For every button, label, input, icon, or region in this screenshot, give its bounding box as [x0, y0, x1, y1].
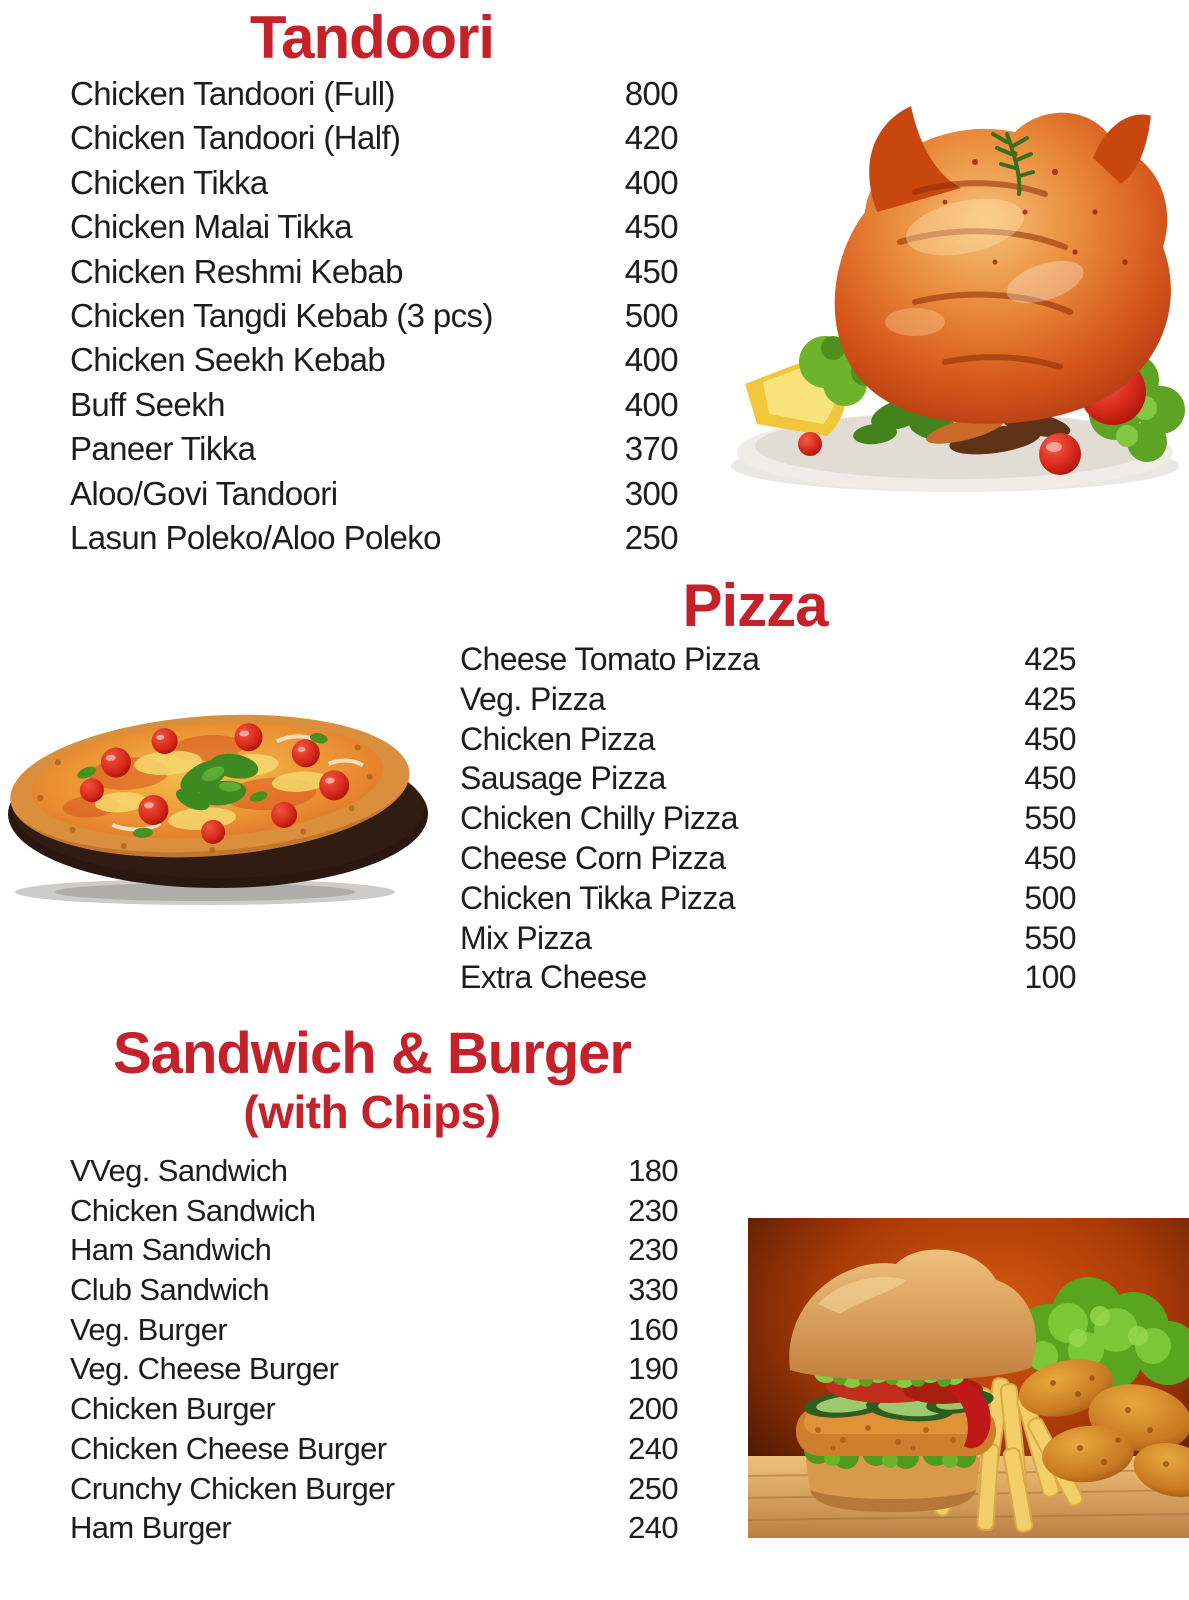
menu-item-row [70, 1191, 678, 1231]
sandwich-burger-item-list [70, 1151, 678, 1548]
menu-item-row [460, 720, 1076, 760]
menu-item-name: Veg. Pizza [460, 680, 606, 717]
menu-item-name: Aloo/Govi Tandoori [70, 474, 338, 512]
menu-item-row [70, 472, 678, 516]
menu-item-price: 230 [628, 1192, 678, 1228]
menu-item-price: 250 [628, 1470, 678, 1506]
menu-item-name: Chicken Pizza [460, 720, 655, 757]
menu-item-row [70, 1389, 678, 1429]
menu-item-price: 190 [628, 1351, 678, 1387]
menu-item-name: Ham Sandwich [70, 1232, 272, 1268]
menu-item-row [460, 680, 1076, 720]
sandwich-burger-section-subtitle: (with Chips) [243, 1086, 501, 1138]
menu-item-row [70, 338, 678, 382]
menu-item-price: 400 [624, 163, 678, 201]
menu-item-name: Club Sandwich [70, 1272, 269, 1308]
menu-item-name: Extra Cheese [460, 959, 647, 996]
menu-item-name: Paneer Tikka [70, 430, 256, 468]
menu-item-name: Chicken Tandoori (Half) [70, 119, 401, 157]
menu-item-price: 400 [624, 385, 678, 423]
menu-item-row [70, 383, 678, 427]
menu-item-price: 550 [1024, 800, 1076, 837]
menu-item-price: 420 [624, 119, 678, 157]
menu-item-price: 800 [624, 75, 678, 112]
menu-item-price: 370 [624, 430, 678, 468]
menu-item-name: Chicken Tangdi Kebab (3 pcs) [70, 296, 493, 334]
menu-item-price: 450 [624, 208, 678, 246]
menu-item-row [70, 1310, 678, 1350]
menu-item-name: Lasun Poleko/Aloo Poleko [70, 518, 441, 556]
menu-item-name: Chicken Tikka Pizza [460, 879, 735, 916]
menu-item-name: Chicken Reshmi Kebab [70, 252, 403, 290]
menu-item-price: 250 [624, 518, 678, 556]
menu-item-row [460, 799, 1076, 839]
menu-item-row [70, 427, 678, 471]
menu-item-name: Chicken Burger [70, 1391, 276, 1427]
menu-item-price: 500 [624, 296, 678, 334]
menu-item-name: Chicken Tikka [70, 163, 268, 201]
menu-item-row [70, 1270, 678, 1310]
menu-item-name: Cheese Corn Pizza [460, 839, 726, 876]
tandoori-item-list [70, 72, 678, 560]
menu-item-row [460, 839, 1076, 879]
menu-item-name: Chicken Chilly Pizza [460, 800, 738, 837]
menu-item-price: 240 [628, 1430, 678, 1466]
menu-item-name: Crunchy Chicken Burger [70, 1470, 395, 1506]
menu-item-row [70, 516, 678, 560]
menu-item-row [460, 759, 1076, 799]
menu-item-price: 450 [1024, 839, 1076, 876]
menu-item-name: Chicken Seekh Kebab [70, 341, 386, 379]
pizza-item-list [460, 640, 1076, 998]
menu-item-price: 230 [628, 1232, 678, 1268]
pizza-photo [0, 668, 432, 913]
menu-item-price: 300 [624, 474, 678, 512]
menu-item-price: 330 [628, 1272, 678, 1308]
menu-item-name: Chicken Malai Tikka [70, 208, 353, 246]
menu-item-row [70, 72, 678, 116]
menu-item-row [70, 116, 678, 160]
menu-item-price: 450 [1024, 720, 1076, 757]
menu-item-name: Buff Seekh [70, 385, 225, 423]
menu-item-name: Veg. Burger [70, 1311, 228, 1347]
menu-item-price: 160 [628, 1311, 678, 1347]
tandoori-section-title: Tandoori [249, 4, 495, 71]
menu-item-row [460, 640, 1076, 680]
menu-item-price: 400 [624, 341, 678, 379]
tandoori-chicken-photo [715, 62, 1189, 502]
menu-item-price: 500 [1024, 879, 1076, 916]
menu-item-price: 550 [1024, 919, 1076, 956]
sandwich-burger-section-title: Sandwich & Burger [113, 1021, 631, 1086]
menu-item-price: 240 [628, 1510, 678, 1546]
menu-item-row [70, 1429, 678, 1469]
menu-item-row [70, 1230, 678, 1270]
menu-item-row [70, 1508, 678, 1548]
menu-item-row [70, 1469, 678, 1509]
menu-item-name: Sausage Pizza [460, 760, 666, 797]
pizza-section-title: Pizza [682, 572, 828, 639]
menu-item-price: 425 [1024, 680, 1076, 717]
menu-item-row [70, 1349, 678, 1389]
menu-item-price: 180 [628, 1153, 678, 1188]
menu-item-row [70, 250, 678, 294]
menu-item-price: 450 [624, 252, 678, 290]
menu-item-name: Chicken Sandwich [70, 1192, 316, 1228]
menu-item-row [70, 294, 678, 338]
menu-item-name: VVeg. Sandwich [70, 1153, 288, 1188]
menu-item-name: Veg. Cheese Burger [70, 1351, 339, 1387]
menu-item-name: Ham Burger [70, 1510, 232, 1546]
menu-item-row [460, 919, 1076, 959]
menu-item-price: 100 [1024, 959, 1076, 996]
menu-item-name: Cheese Tomato Pizza [460, 641, 760, 677]
menu-item-name: Mix Pizza [460, 919, 592, 956]
menu-item-row [70, 205, 678, 249]
burger-photo [748, 1218, 1189, 1538]
menu-item-name: Chicken Cheese Burger [70, 1430, 387, 1466]
menu-item-row [70, 1151, 678, 1191]
menu-item-price: 200 [628, 1391, 678, 1427]
menu-item-price: 450 [1024, 760, 1076, 797]
menu-item-row [70, 161, 678, 205]
menu-item-price: 425 [1024, 641, 1076, 677]
menu-item-row [460, 958, 1076, 998]
menu-item-name: Chicken Tandoori (Full) [70, 75, 395, 112]
menu-item-row [460, 879, 1076, 919]
